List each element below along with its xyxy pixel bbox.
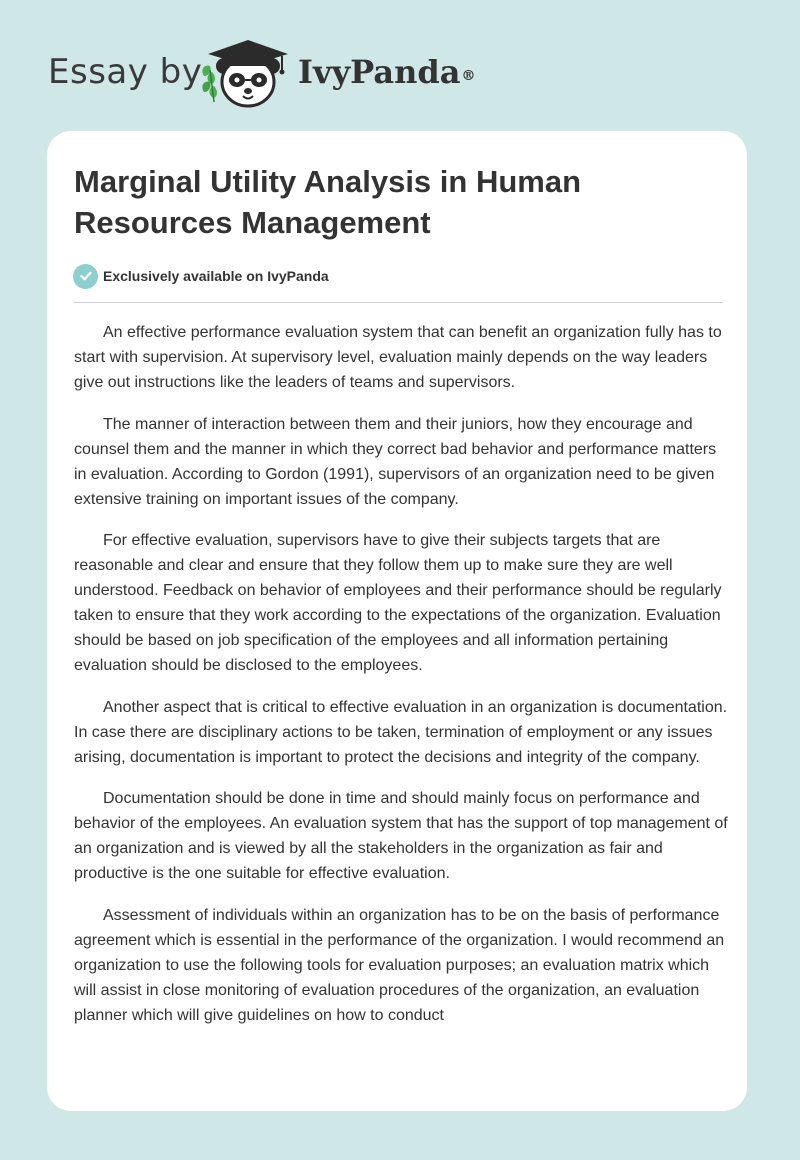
paragraph: Documentation should be done in time and should mainly focus on performance and behavior of the employees. An evaluation system that has the support of top management of an organization and is viewed by all the stakeholders in the organization as fair and productive is the one suitable for effective evaluation. <box>74 790 728 882</box>
brand-name[interactable] <box>298 52 475 92</box>
divider <box>73 302 723 303</box>
registered-mark: ® <box>461 68 476 84</box>
exclusive-label: Exclusively available on IvyPanda <box>103 268 329 284</box>
paragraph: For effective evaluation, supervisors have to give their subjects targets that are reasonable and clear and ensure that they follow them up to make sure they are well understood. Feedback on behavior of employees and their performance should be regularly taken to ensure that they work according to the expectations of the organization. Evaluation should be based on job specification of the employees and all information pertaining evaluation should be disclosed to the employees. <box>74 532 722 674</box>
check-circle-icon <box>73 264 98 289</box>
exclusive-badge <box>73 263 329 289</box>
panda-graduation-cap-icon[interactable] <box>200 36 296 112</box>
article-card <box>47 131 747 1111</box>
article-body <box>74 320 728 1060</box>
essay-by-label: Essay by <box>48 52 203 92</box>
paragraph: Another aspect that is critical to effective evaluation in an organization is documentation. In case there are disciplinary actions to be taken, termination of employment or any issues arising, documentation is important to protect the decisions and integrity of the company. <box>74 698 728 766</box>
leaf-decoration-icon <box>202 66 217 102</box>
site-header <box>0 0 800 130</box>
paragraph: Assessment of individuals within an organization has to be on the basis of performance agreement which is essential in the performance of the organization. I would recommend an organization to use the following tools for evaluation purposes; an evaluation matrix which will assist in close monitoring of evaluation procedures of the organization, an evaluation planner which will give guidelines on how to conduct <box>74 906 725 1024</box>
article-title: Marginal Utility Analysis in Human Resources Management <box>74 164 582 240</box>
paragraph: An effective performance evaluation system that can benefit an organization fully has to start with supervision. At supervisory level, evaluation mainly depends on the way leaders give out instructions like the leaders of teams and supervisors. <box>74 324 722 391</box>
paragraph: The manner of interaction between them and their juniors, how they encourage and counsel them and the manner in which they correct bad behavior and performance matters in evaluation. According to Gordon (1991), supervisors of an organization need to be given extensive training on important issues of the company. <box>74 415 717 508</box>
brand-name-text: IvyPanda <box>298 53 461 91</box>
